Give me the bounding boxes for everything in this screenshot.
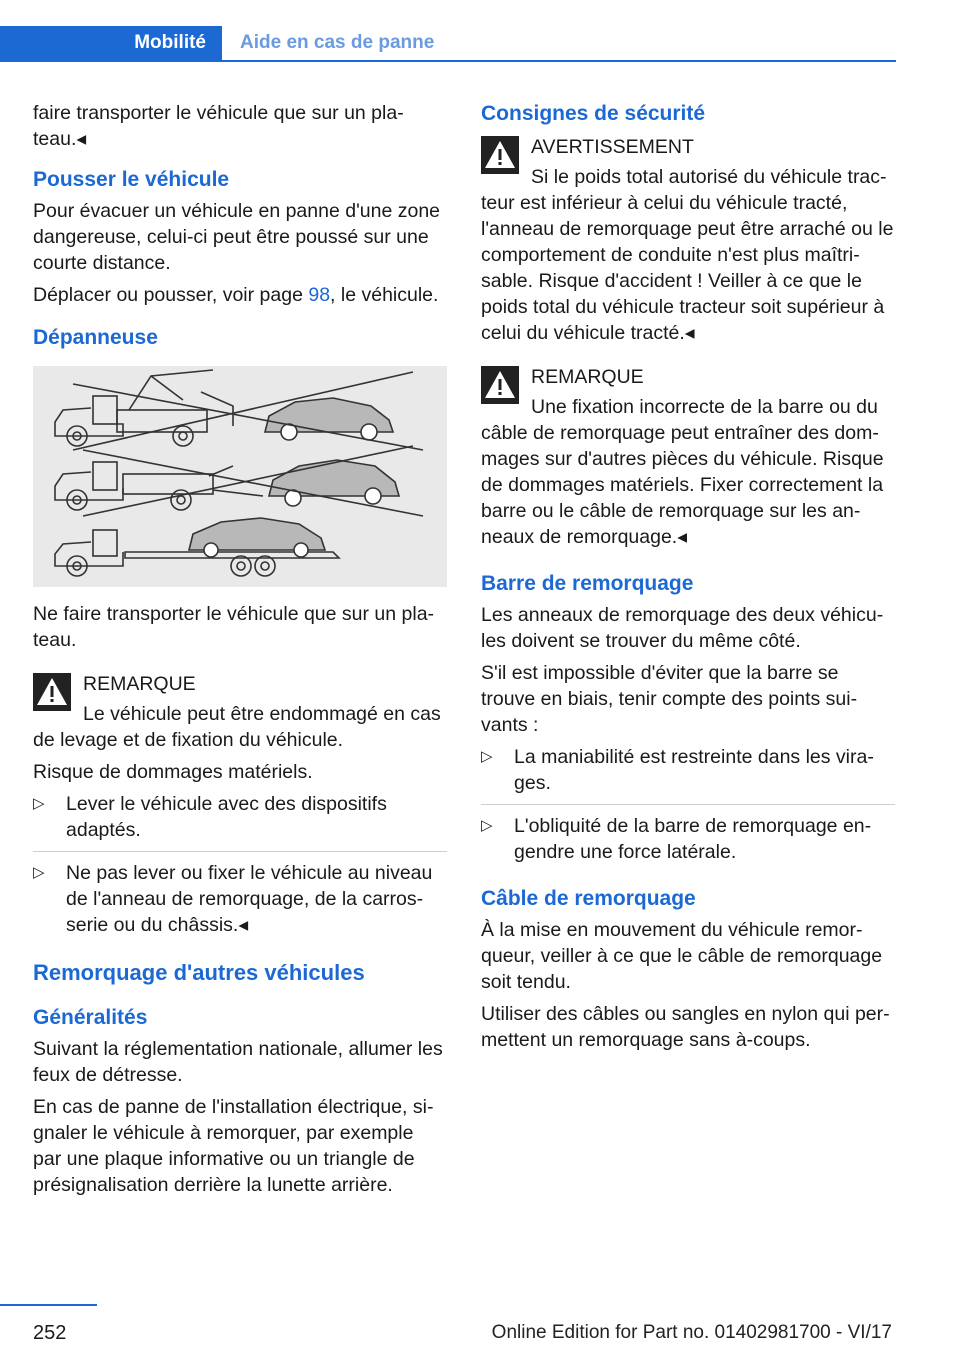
move-text bbox=[33, 282, 447, 308]
bar-text-2: S'il est impossible d'éviter que la barre se trouve en biais, tenir compte des points sui‐ vants : bbox=[481, 662, 858, 736]
page-link[interactable]: 98 bbox=[308, 284, 331, 306]
list-item: ▷ Lever le véhicule avec des dispositifs adaptés. bbox=[33, 791, 447, 852]
general-text-2: En cas de panne de l'installation électrique, si‐ gnaler le véhicule à remorquer, par exemple par une plaque informative ou un triangle de présignalisation derrière la lunette arrière. bbox=[33, 1096, 434, 1196]
bar-heading: Barre de remorquage bbox=[481, 572, 694, 595]
towing-heading: Remorquage d'autres véhicules bbox=[33, 960, 365, 985]
cable-text-2: Utiliser des câbles ou sangles en nylon qui per‐ mettent un remorquage sans à-coups. bbox=[481, 1003, 890, 1051]
tow-truck-wheel-lift bbox=[55, 462, 263, 510]
note-text: Le véhicule peut être endommagé en cas de levage et de fixation du véhicule. bbox=[33, 703, 441, 751]
page-number: 252 bbox=[33, 1322, 67, 1344]
edition-text: Online Edition for Part no. 01402981700 - VI/17 bbox=[491, 1322, 892, 1343]
figure-caption: Ne faire transporter le véhicule que sur un pla‐ teau. bbox=[33, 603, 435, 651]
tow-truck-figure bbox=[33, 366, 447, 587]
note-text: Une fixation incorrecte de la barre ou du câble de remorquage peut entraîner des dom‐ mages sur d'autres pièces du véhicule. Risque de dommages matériels. Fixer correctement la barre ou le câble de remorquage sur les an‐ neaux de remorquage.◂ bbox=[481, 396, 884, 548]
tow-truck-crane bbox=[55, 370, 233, 446]
move-prefix: Déplacer ou pousser, voir page bbox=[33, 284, 309, 306]
cable-text-1: À la mise en mouvement du véhicule remor‐ queur, veiller à ce que le câble de remorquage soit tendu. bbox=[481, 919, 883, 993]
footer-rule bbox=[0, 1304, 97, 1306]
note-title: REMARQUE bbox=[83, 673, 196, 695]
right-column bbox=[481, 100, 895, 1059]
note-box-right bbox=[481, 364, 895, 550]
car-on-flatbed bbox=[189, 518, 325, 557]
list-item: ▷ L'obliquité de la barre de remorquage en‐ gendre une force latérale. bbox=[481, 815, 872, 863]
safety-heading: Consignes de sécurité bbox=[481, 102, 706, 125]
push-heading: Pousser le véhicule bbox=[33, 168, 230, 191]
tow-truck-heading: Dépanneuse bbox=[33, 326, 158, 349]
bar-text-1: Les anneaux de remorquage des deux véhicu‐ les doivent se trouver du même côté. bbox=[481, 604, 884, 652]
warning-box bbox=[481, 134, 895, 346]
page-header bbox=[0, 0, 896, 62]
general-text-1: Suivant la réglementation nationale, allumer les feux de détresse. bbox=[33, 1038, 443, 1086]
warning-triangle-icon bbox=[33, 673, 71, 711]
warning-text: Si le poids total autorisé du véhicule trac‐ teur est inférieur à celui du véhicule tracté, l'anneau de remorquage peut être arraché ou le comportement de conduite n'est plus maîtri‐ sable. Risque d'accident ! Veiller à ce que le poids total du véhicule tracteur soit supérieur à celui du véhicule tracté.◂ bbox=[481, 166, 894, 344]
subsection-tab: Aide en cas de panne bbox=[240, 32, 435, 53]
car-lifted-1 bbox=[265, 398, 393, 440]
triangle-right-icon: ▷ bbox=[33, 795, 45, 812]
triangle-right-icon: ▷ bbox=[481, 748, 493, 765]
warning-title: AVERTISSEMENT bbox=[531, 136, 694, 158]
cable-heading: Câble de remorquage bbox=[481, 887, 696, 910]
right-bullet-list bbox=[481, 744, 895, 865]
left-column bbox=[33, 100, 447, 1204]
tow-truck-illustration bbox=[33, 366, 447, 587]
intro-text: faire transporter le véhicule que sur un pla‐ teau.◂ bbox=[33, 102, 404, 150]
damage-text: Risque de dommages matériels. bbox=[33, 761, 313, 783]
warning-triangle-icon bbox=[481, 136, 519, 174]
triangle-right-icon: ▷ bbox=[33, 864, 45, 881]
push-text: Pour évacuer un véhicule en panne d'une zone dangereuse, celui-ci peut être poussé sur une courte distance. bbox=[33, 200, 441, 274]
left-bullet-list bbox=[33, 791, 447, 938]
triangle-right-icon: ▷ bbox=[481, 817, 493, 834]
note-box bbox=[33, 671, 447, 753]
note-title: REMARQUE bbox=[531, 366, 644, 388]
list-item: ▷ Ne pas lever ou fixer le véhicule au niveau de l'anneau de remorquage, de la carros‐ serie ou du châssis.◂ bbox=[33, 862, 433, 936]
section-tab: Mobilité bbox=[0, 26, 222, 60]
warning-triangle-icon bbox=[481, 366, 519, 404]
list-item: ▷ La maniabilité est restreinte dans les vira‐ ges. bbox=[481, 744, 895, 805]
general-heading: Généralités bbox=[33, 1006, 148, 1029]
move-suffix: , le véhicule. bbox=[330, 284, 439, 306]
